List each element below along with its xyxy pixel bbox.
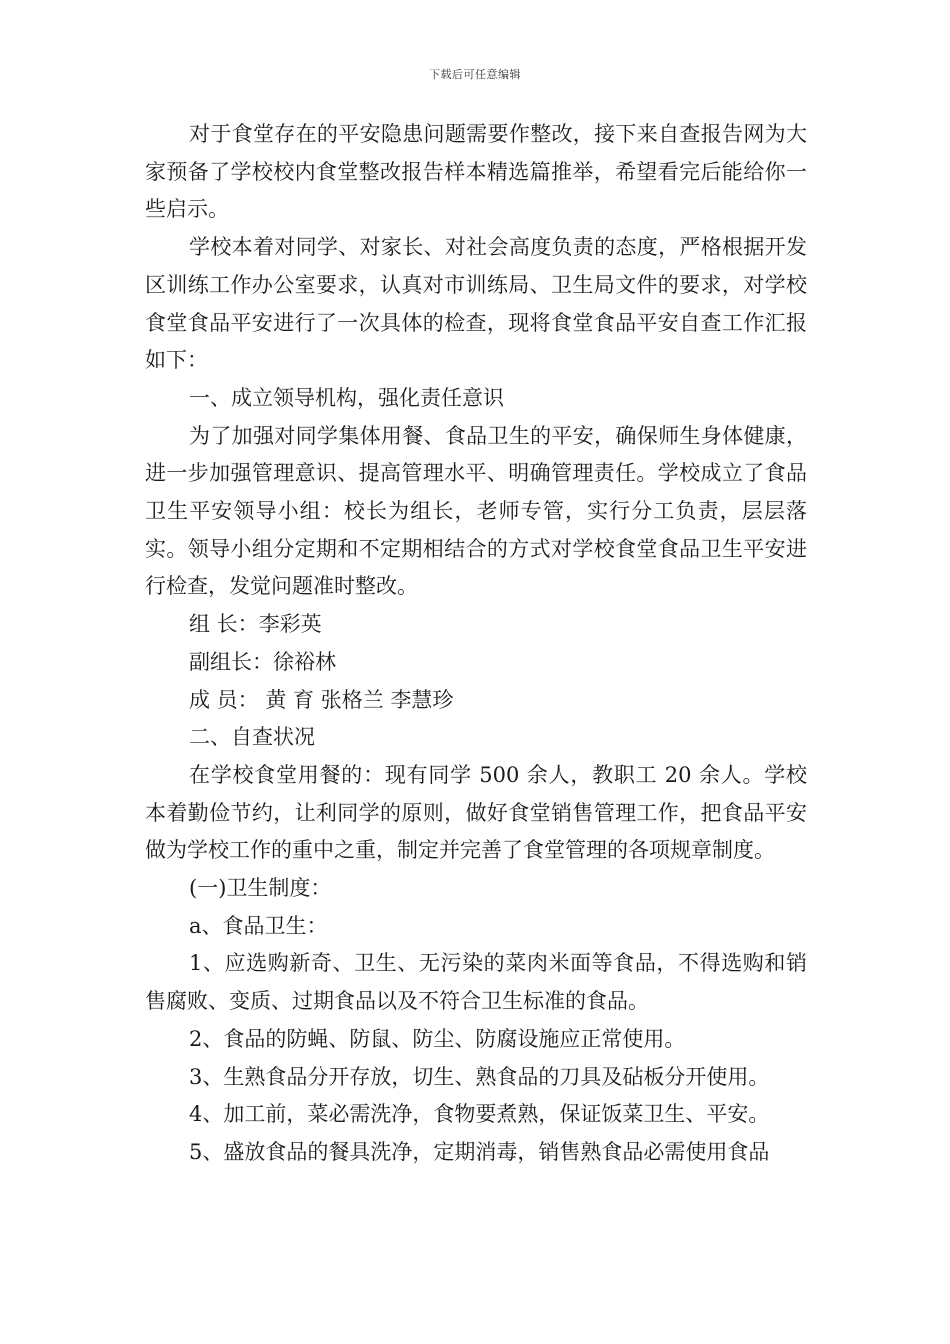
subsection-heading-hygiene: (一)卫生制度：: [189, 876, 332, 901]
paragraph-status: 在学校食堂用餐的：现有同学 500 余人，教职工 20 余人。学校本着勤俭节约，让利同学的原则，做好食堂销售管理工作，把食品平安做为学校工作的重中之重，制定并完善了食堂管理的各项规章制度。: [145, 762, 807, 863]
paragraph-leadership: 为了加强对同学集体用餐、食品卫生的平安，确保师生身体健康，进一步加强管理意识、提高管理水平、明确管理责任。学校成立了食品卫生平安领导小组：校长为组长，老师专管，实行分工负责，层层落实。领导小组分定期和不定期相结合的方式对学校食堂食品卫生平安进行检查，发觉问题准时整改。: [145, 423, 807, 599]
list-item-4: 4、加工前，菜必需洗净，食物要煮熟，保证饭菜卫生、平安。: [189, 1102, 770, 1127]
team-members: 成 员： 黄 育 张格兰 李慧珍: [189, 687, 454, 712]
subsection-heading-food: a、食品卫生：: [189, 913, 328, 938]
paragraph-intro: 对于食堂存在的平安隐患问题需要作整改，接下来自查报告网为大家预备了学校校内食堂整改报告样本精选篇推举，希望看完后能给你一些启示。: [145, 122, 807, 222]
page-header-note: 下载后可任意编辑: [429, 68, 521, 81]
team-leader: 组 长：李彩英: [189, 612, 322, 637]
paragraph-overview: 学校本着对同学、对家长、对社会高度负责的态度，严格根据开发区训练工作办公室要求，认真对市训练局、卫生局文件的要求，对学校食堂食品平安进行了一次具体的检查，现将食堂食品平安自查工作汇报如下：: [145, 235, 807, 373]
list-item-1: 1、应选购新奇、卫生、无污染的菜肉米面等食品，不得选购和销售腐败、变质、过期食品以及不符合卫生标准的食品。: [145, 951, 807, 1014]
list-item-5: 5、盛放食品的餐具洗净，定期消毒，销售熟食品必需使用食品: [189, 1139, 770, 1164]
section-heading-2: 二、自查状况: [189, 725, 315, 750]
section-heading-1: 一、成立领导机构，强化责任意识: [189, 385, 504, 410]
document-body: [145, 116, 807, 1172]
list-item-2: 2、食品的防蝇、防鼠、防尘、防腐设施应正常使用。: [189, 1026, 686, 1051]
list-item-3: 3、生熟食品分开存放，切生、熟食品的刀具及砧板分开使用。: [189, 1064, 770, 1089]
team-deputy: 副组长：徐裕林: [189, 649, 336, 674]
